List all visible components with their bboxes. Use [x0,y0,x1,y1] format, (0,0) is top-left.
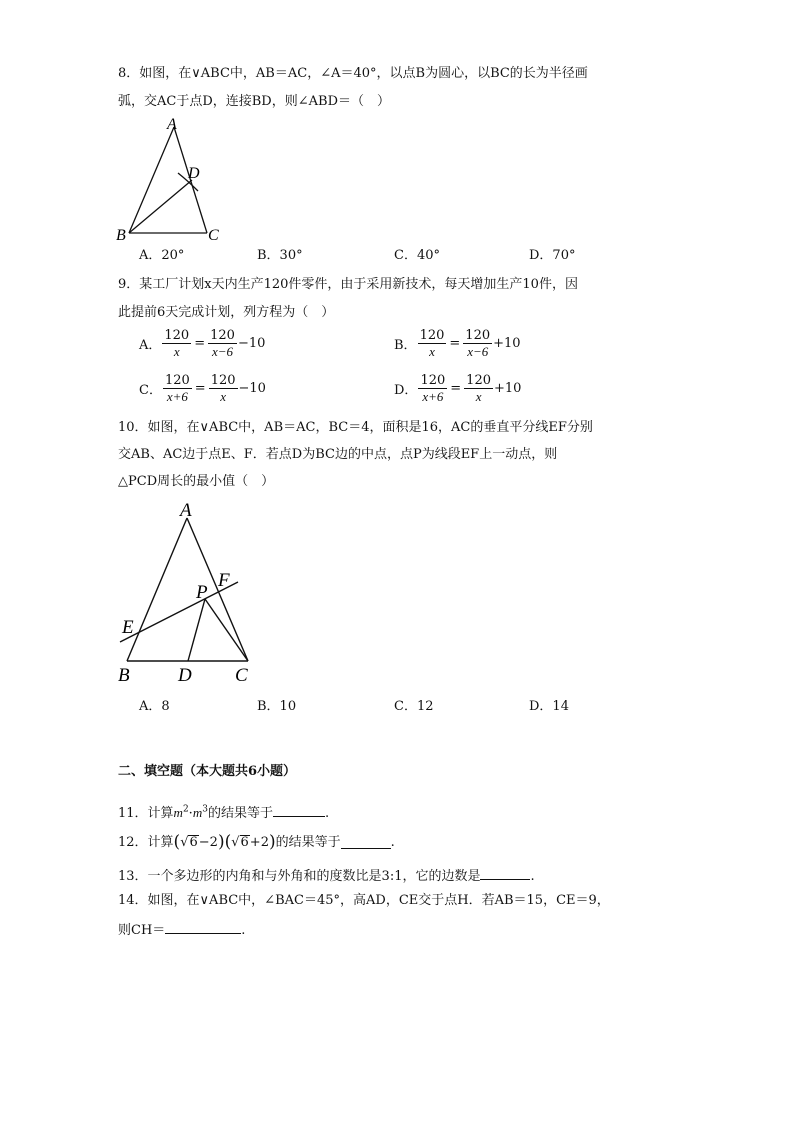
q10-segment-pd [188,599,205,661]
q10-figure [112,498,272,690]
q13-text: 13．一个多边形的内角和与外角和的度数比是3:1，它的边数是 [118,869,481,884]
q8-option-b: B．30° [257,248,303,263]
q10-line2: 交AB、AC边于点E、F．若点D为BC边的中点，点P为线段EF上一动点，则 [118,447,558,462]
q13 [118,867,535,883]
q11-dot: · [188,806,193,821]
q8-side-ab [129,127,174,233]
q10-option-b: B．10 [257,699,297,714]
q10-line1: 10．如图，在∨ABC中，AB＝AC，BC＝4，面积是16，AC的垂直平分线EF分别 [118,420,593,435]
q11-exp-2: 3 [202,804,208,815]
q9-option-b-label: B． [394,338,417,353]
q12 [118,834,395,851]
q9-a-left-num: 120 [164,328,190,343]
q8-figure [112,115,222,245]
q13-end: . [530,869,535,884]
q14-answer-blank[interactable] [165,921,241,934]
q12-paren-open-1: ( [173,832,181,852]
q10-label-p: P [196,582,208,603]
q11-end: . [324,806,330,821]
q8-label-c: C [208,227,219,244]
q12-term-1: −2 [198,835,218,850]
q10-line-ef [120,582,238,642]
q10-label-e: E [122,617,134,638]
q9-d-left-den: x+6 [422,389,444,404]
q14-line2-pre: 则CH＝ [118,923,166,938]
q14-line2 [118,921,245,937]
q12-pre: 12．计算 [118,835,174,850]
q9-b-right-den: x−6 [467,344,489,359]
q9-c-left-num: 120 [164,373,190,388]
q9-b-equals: = [449,336,461,351]
q10-label-f: F [218,570,230,591]
q9-a-left-fraction [162,329,191,358]
q10-line3: △PCD周长的最小值（ ） [118,474,275,489]
q9-c-right-fraction [209,374,238,403]
q11-base-2: m [192,805,203,820]
q10-segment-pc [205,599,248,661]
q10-side-ab [127,518,187,661]
q9-b-right-fraction [463,329,492,358]
q9-d-left-num: 120 [420,373,446,388]
q10-label-c: C [235,665,248,686]
q9-b-tail: +10 [493,336,521,351]
q11-post: 的结果等于 [207,806,273,821]
q9-d-right-fraction [464,374,493,403]
q10-option-c: C．12 [394,699,434,714]
q8-label-b: B [116,227,126,244]
q8-line2: 弧，交AC于点D，连接BD，则∠ABD＝（ ） [118,94,390,109]
q9-a-right-fraction [208,329,237,358]
q14-line1: 14．如图，在∨ABC中，∠BAC＝45°，高AD，CE交于点H．若AB＝15，CE＝9， [118,893,610,908]
q10-label-d: D [178,665,192,686]
q9-a-tail: −10 [237,336,266,351]
q11 [118,804,329,820]
q9-b-left-num: 120 [419,328,445,343]
q9-line2: 此提前6天完成计划，列方程为（ ） [118,305,335,320]
q12-paren-close-1: ) [217,832,225,852]
q12-radicand-2: 6 [240,835,249,850]
q9-d-right-num: 120 [466,373,491,388]
q10-option-a: A．8 [139,699,170,714]
q9-option-b [394,329,521,358]
q9-a-right-den: x−6 [212,344,234,359]
q12-paren-open-2: ( [224,832,232,852]
q9-d-right-den: x [475,389,482,404]
q8-segment-bd [129,180,192,233]
q11-exp-1: 2 [182,804,189,815]
q8-label-a: A [167,116,177,133]
q9-c-equals: = [194,381,206,396]
q8-label-d: D [188,165,200,182]
q9-line1: 9．某工厂计划x天内生产120件零件，由于采用新技术，每天增加生产10件，因 [118,277,578,292]
q12-paren-close-2: ) [268,832,276,852]
q12-sqrt-sign-1: √ [180,835,189,850]
q9-option-d-label: D． [394,383,418,398]
q9-c-right-num: 120 [210,373,236,388]
q12-term-2: +2 [249,835,269,850]
q9-option-d [394,374,521,403]
q9-b-left-fraction [418,329,447,358]
q11-answer-blank[interactable] [273,804,325,817]
q9-c-tail: −10 [238,381,266,396]
q9-c-left-den: x+6 [166,389,188,404]
q9-c-right-den: x [220,389,226,404]
q9-option-a-label: A． [139,338,162,353]
q9-c-left-fraction [163,374,192,403]
q9-a-left-den: x [173,344,180,359]
q11-base-1: m [173,805,183,820]
q10-label-a: A [180,500,192,521]
q13-answer-blank[interactable] [480,867,530,880]
q10-label-b: B [118,665,130,686]
q11-pre: 11．计算 [118,806,174,821]
q8-option-c: C．40° [394,248,440,263]
q9-d-left-fraction [418,374,447,403]
q8-option-d: D．70° [529,248,576,263]
q9-b-right-num: 120 [465,328,491,343]
q12-answer-blank[interactable] [341,836,391,849]
q8-option-a: A．20° [139,248,185,263]
q9-d-tail: +10 [494,381,522,396]
q14-end: . [241,923,246,938]
section-heading-fill-in: 二、填空题（本大题共6小题） [118,764,297,779]
q9-a-right-num: 120 [210,328,235,343]
q12-sqrt-sign-2: √ [231,835,240,850]
q9-option-c-label: C． [139,383,162,398]
q9-b-left-den: x [429,344,435,359]
q9-option-c [139,374,266,403]
q12-post: 的结果等于 [275,835,341,850]
q10-option-d: D．14 [529,699,569,714]
q9-a-equals: = [194,336,206,351]
q9-option-a [139,329,265,358]
q9-d-equals: = [450,381,462,396]
q12-end: . [390,835,395,850]
q12-radicand-1: 6 [189,835,198,850]
q8-line1: 8．如图，在∨ABC中，AB＝AC，∠A＝40°，以点B为圆心，以BC的长为半径画 [118,66,588,81]
